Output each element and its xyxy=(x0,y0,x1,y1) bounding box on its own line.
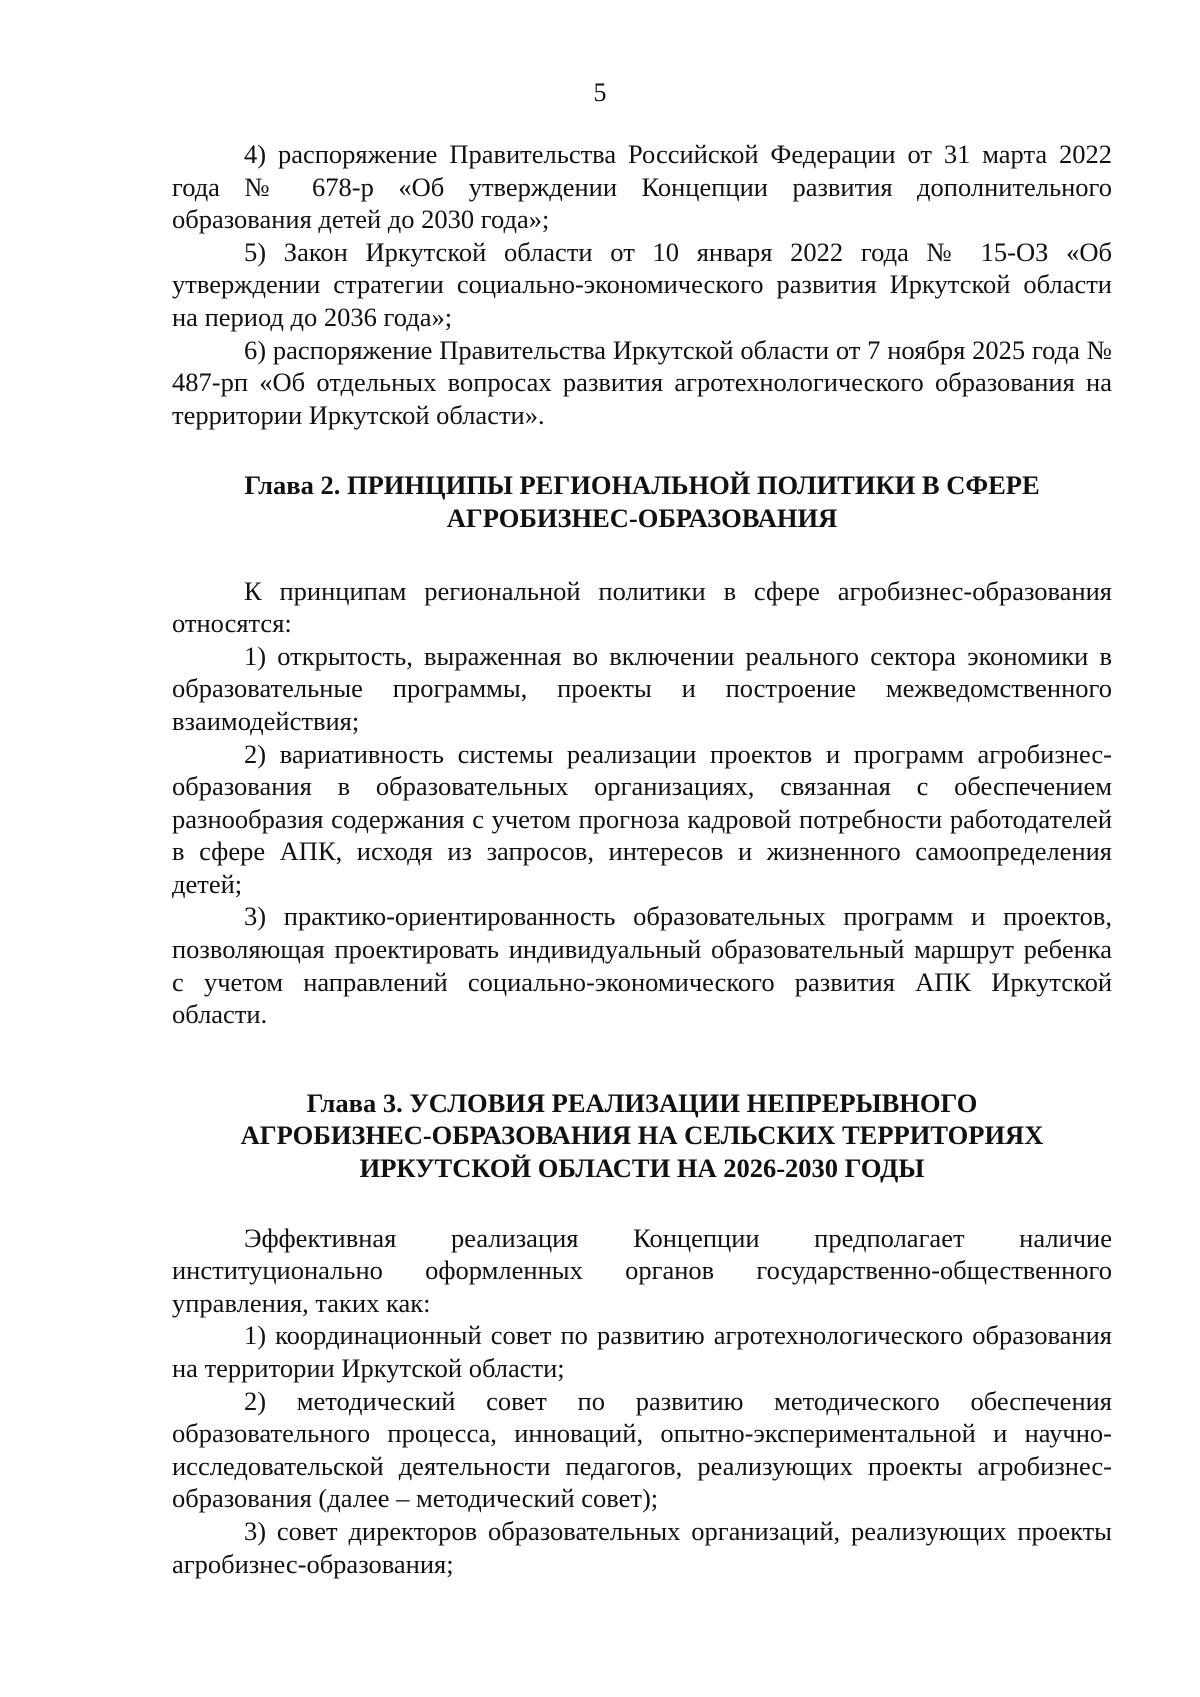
chapter-2-lead: К принципам региональной политики в сфере агробизнес-образования относятся: xyxy=(172,575,1112,639)
chapter-2-item: 1) открытость, выраженная во включении реального сектора экономики в образовательные программы, проекты и построение межведомственного взаимодействия; xyxy=(172,640,1112,736)
chapter-2-heading-line: Глава 2. ПРИНЦИПЫ РЕГИОНАЛЬНОЙ ПОЛИТИКИ В СФЕРЕ xyxy=(244,470,1040,501)
chapter-3-item: 1) координационный совет по развитию агротехнологического образования на территории Иркутской области; xyxy=(172,1320,1112,1383)
chapter-3-heading-line: Глава 3. УСЛОВИЯ РЕАЛИЗАЦИИ НЕПРЕРЫВНОГО xyxy=(306,1087,978,1118)
chapter-3-lead: Эффективная реализация Концепции предполагает наличие институционально оформленных органов государственно-общественного управления, таких как: xyxy=(172,1222,1112,1318)
intro-item: 5) Закон Иркутской области от 10 января 2022 года № 15-ОЗ «Об утверждении стратегии социально-экономического развития Иркутской области на период до 2036 года»; xyxy=(172,236,1112,332)
chapter-2-item: 2) вариативность системы реализации проектов и программ агробизнес-образования в образовательных организациях, связанная с обеспечением разнообразия содержания с учетом прогноза кадровой потребности работодателей в сфере АПК, исходя из запросов, интересов и жизненного самоопределения детей; xyxy=(172,738,1112,899)
chapter-2-heading xyxy=(172,469,1112,534)
chapter-3-heading-line: ИРКУТСКОЙ ОБЛАСТИ НА 2026-2030 ГОДЫ xyxy=(359,1153,925,1184)
chapter-3-item: 2) методический совет по развитию методического обеспечения образовательного процесса, инноваций, опытно-экспериментальной и научно-исследовательской деятельности педагогов, реализующих проекты агробизнес-образования (далее – методический совет); xyxy=(172,1385,1112,1514)
document-body xyxy=(172,138,1112,1580)
chapter-3-heading xyxy=(172,1087,1112,1185)
intro-item: 4) распоряжение Правительства Российской Федерации от 31 марта 2022 года № 678-р «Об утверждении Концепции развития дополнительного образования детей до 2030 года»; xyxy=(172,139,1112,235)
chapter-2-heading-line: АГРОБИЗНЕС-ОБРАЗОВАНИЯ xyxy=(446,502,838,533)
page-number: 5 xyxy=(593,78,607,107)
intro-item: 6) распоряжение Правительства Иркутской области от 7 ноября 2025 года № 487-рп «Об отдельных вопросах развития агротехнологического образования на территории Иркутской области». xyxy=(172,334,1112,430)
chapter-3-heading-line: АГРОБИЗНЕС-ОБРАЗОВАНИЯ НА СЕЛЬСКИХ ТЕРРИТОРИЯХ xyxy=(240,1120,1044,1151)
chapter-3-item: 3) совет директоров образовательных организаций, реализующих проекты агробизнес-образования; xyxy=(172,1515,1112,1579)
chapter-2-item: 3) практико-ориентированность образовательных программ и проектов, позволяющая проектировать индивидуальный образовательный маршрут ребенка с учетом направлений социально-экономического развития АПК Иркутской области. xyxy=(172,901,1112,1030)
